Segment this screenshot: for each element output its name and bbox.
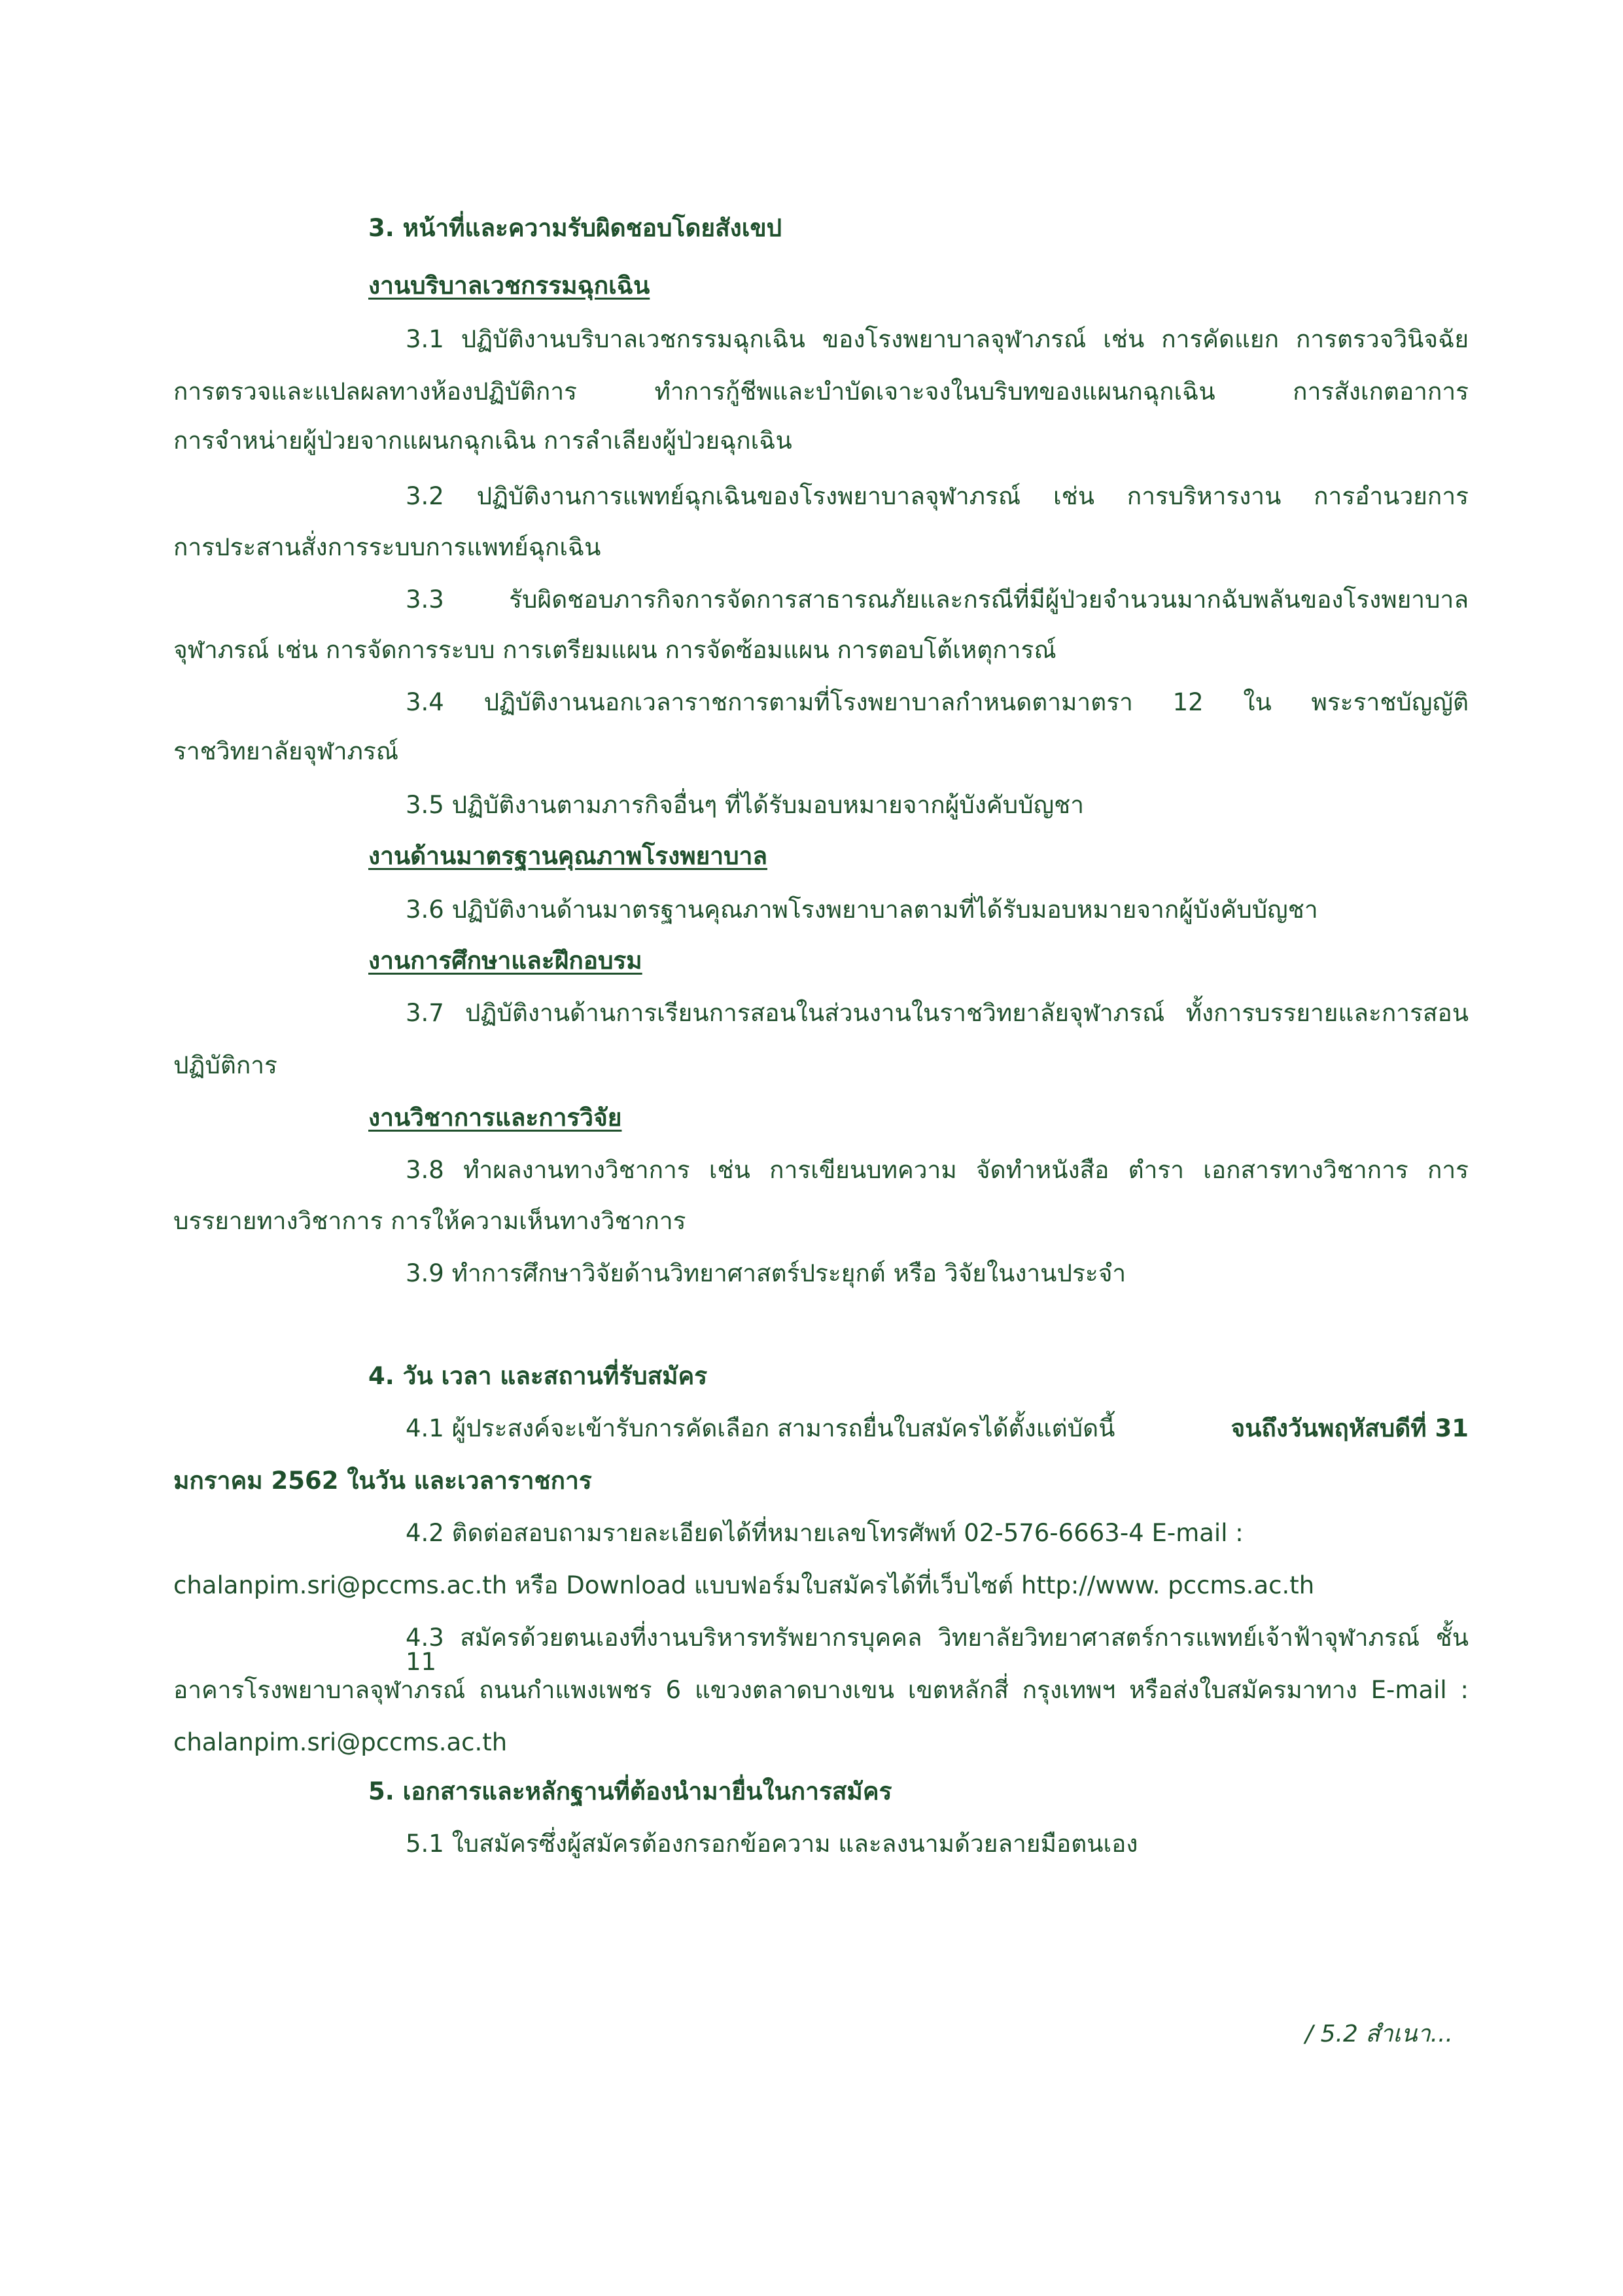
p42-line2: chalanpim.sri@pccms.ac.th หรือ Download แบบฟอร์มใบสมัครได้ที่เว็บไซต์ http://www. pccms.ac.th bbox=[173, 1571, 1315, 1599]
p41-line1 bbox=[406, 1416, 1469, 1440]
p33-line2: จุฬาภรณ์ เช่น การจัดการระบบ การเตรียมแผน การจัดซ้อมแผน การตอบโต้เหตุการณ์ bbox=[173, 636, 1056, 664]
p38-line2: บรรยายทางวิชาการ การให้ความเห็นทางวิชาการ bbox=[173, 1207, 686, 1235]
p51: 5.1 ใบสมัครซึ่งผู้สมัครต้องกรอกข้อความ และลงนามด้วยลายมือตนเอง bbox=[406, 1830, 1138, 1858]
p42-line1: 4.2 ติดต่อสอบถามรายละเอียดได้ที่หมายเลขโทรศัพท์ 02-576-6663-4 E-mail : bbox=[406, 1519, 1244, 1547]
section3-heading: 3. หน้าที่และความรับผิดชอบโดยสังเขป bbox=[368, 214, 782, 242]
page-continuation-note: / 5.2 สำเนา... bbox=[1305, 2021, 1453, 2047]
p31-line1: 3.1 ปฏิบัติงานบริบาลเวชกรรมฉุกเฉิน ของโรงพยาบาลจุฬาภรณ์ เช่น การคัดแยก การตรวจวินิจฉัย bbox=[406, 325, 1469, 353]
p32-line1: 3.2 ปฏิบัติงานการแพทย์ฉุกเฉินของโรงพยาบาลจุฬาภรณ์ เช่น การบริหารงาน การอำนวยการ bbox=[406, 482, 1469, 510]
p41-line2: มกราคม 2562 ในวัน และเวลาราชการ bbox=[173, 1467, 592, 1495]
p43-line1: 4.3 สมัครด้วยตนเองที่งานบริหารทรัพยากรบุคคล วิทยาลัยวิทยาศาสตร์การแพทย์เจ้าฟ้าจุฬาภรณ์ ชั้น 11 bbox=[406, 1624, 1469, 1676]
academic-heading: งานวิชาการและการวิจัย bbox=[368, 1104, 622, 1132]
p34-line2: ราชวิทยาลัยจุฬาภรณ์ bbox=[173, 737, 399, 765]
p37-line2: ปฏิบัติการ bbox=[173, 1051, 277, 1079]
p36: 3.6 ปฏิบัติงานด้านมาตรฐานคุณภาพโรงพยาบาลตามที่ได้รับมอบหมายจากผู้บังคับบัญชา bbox=[406, 896, 1318, 924]
p32-line2: การประสานสั่งการระบบการแพทย์ฉุกเฉิน bbox=[173, 533, 601, 561]
p38-line1: 3.8 ทำผลงานทางวิชาการ เช่น การเขียนบทความ จัดทำหนังสือ ตำรา เอกสารทางวิชาการ การ bbox=[406, 1156, 1469, 1184]
p33-line1: 3.3 รับผิดชอบภารกิจการจัดการสาธารณภัยและกรณีที่มีผู้ป่วยจำนวนมากฉับพลันของโรงพยาบาล bbox=[406, 585, 1469, 614]
emergency-heading: งานบริบาลเวชกรรมฉุกเฉิน bbox=[368, 271, 650, 300]
p31-line2: การตรวจและแปลผลทางห้องปฏิบัติการ ทำการกู้ชีพและบำบัดเจาะจงในบริบทของแผนกฉุกเฉิน การสังเกตอาการ bbox=[173, 377, 1469, 406]
p39: 3.9 ทำการศึกษาวิจัยด้านวิทยาศาสตร์ประยุกต์ หรือ วิจัยในงานประจำ bbox=[406, 1259, 1126, 1287]
p37-line1: 3.7 ปฏิบัติงานด้านการเรียนการสอนในส่วนงานในราชวิทยาลัยจุฬาภรณ์ ทั้งการบรรยายและการสอน bbox=[406, 999, 1469, 1027]
education-heading: งานการศึกษาและฝึกอบรม bbox=[368, 947, 642, 975]
p31-line3: การจำหน่ายผู้ป่วยจากแผนกฉุกเฉิน การลำเลียงผู้ป่วยฉุกเฉิน bbox=[173, 426, 792, 455]
p41-line1-normal: 4.1 ผู้ประสงค์จะเข้ารับการคัดเลือก สามารถยื่นใบสมัครได้ตั้งแต่บัดนี้ bbox=[406, 1414, 1115, 1442]
section4-heading: 4. วัน เวลา และสถานที่รับสมัคร bbox=[368, 1362, 708, 1390]
p35: 3.5 ปฏิบัติงานตามภารกิจอื่นๆ ที่ได้รับมอบหมายจากผู้บังคับบัญชา bbox=[406, 791, 1084, 819]
p41-line1-bold: จนถึงวันพฤหัสบดีที่ 31 bbox=[1230, 1414, 1469, 1442]
p43-line2: อาคารโรงพยาบาลจุฬาภรณ์ ถนนกำแพงเพชร 6 แขวงตลาดบางเขน เขตหลักสี่ กรุงเทพฯ หรือส่งใบสมัครมาทาง E-mail : bbox=[173, 1676, 1469, 1704]
p43-line3: chalanpim.sri@pccms.ac.th bbox=[173, 1728, 508, 1756]
section5-heading: 5. เอกสารและหลักฐานที่ต้องนำมายื่นในการสมัคร bbox=[368, 1777, 892, 1805]
quality-heading: งานด้านมาตรฐานคุณภาพโรงพยาบาล bbox=[368, 842, 768, 870]
p34-line1: 3.4 ปฏิบัติงานนอกเวลาราชการตามที่โรงพยาบาลกำหนดตามาตรา 12 ใน พระราชบัญญัติ bbox=[406, 688, 1469, 716]
